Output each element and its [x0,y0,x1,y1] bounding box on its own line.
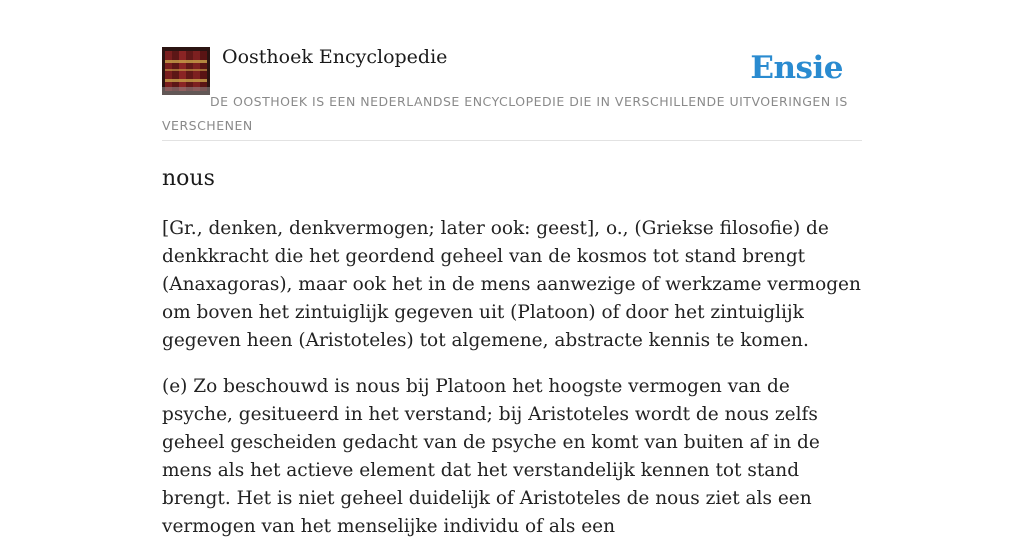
entry-paragraph: [Gr., denken, denkvermogen; later ook: geest], o., (Griekse filosofie) de denkkracht die het geordend geheel van de kosmos tot stand brengt (Anaxagoras), maar ook het in de mens aanwezige of werkzame vermogen om boven het zintuiglijk gegeven uit (Platoon) of door het zintuiglijk gegeven heen (Aristoteles) tot algemene, abstracte kennis te komen. [162,218,861,351]
source-title-link[interactable]: Oosthoek Encyclopedie [222,46,448,68]
entry-paragraph: (e) Zo beschouwd is nous bij Platoon het hoogste vermogen van de psyche, gesitueerd in het verstand; bij Aristoteles wordt de nous zelfs geheel gescheiden gedacht van de psyche en komt van buiten af in de mens als het actieve element dat het verstandelijk kennen tot stand brengt. Het is niet geheel duidelijk of Aristoteles de nous ziet als een vermogen van het menselijke individu of als een [162,376,820,537]
source-header [162,46,862,141]
encyclopedia-books-icon[interactable] [162,47,210,95]
ensie-logo-link[interactable]: Ensie [750,50,843,86]
source-subtitle: DE OOSTHOEK IS EEN NEDERLANDSE ENCYCLOPEDIE DIE IN VERSCHILLENDE UITVOERINGEN IS VERSCHENEN [162,94,848,133]
entry-title: nous [162,166,215,191]
entry-content [162,160,862,541]
